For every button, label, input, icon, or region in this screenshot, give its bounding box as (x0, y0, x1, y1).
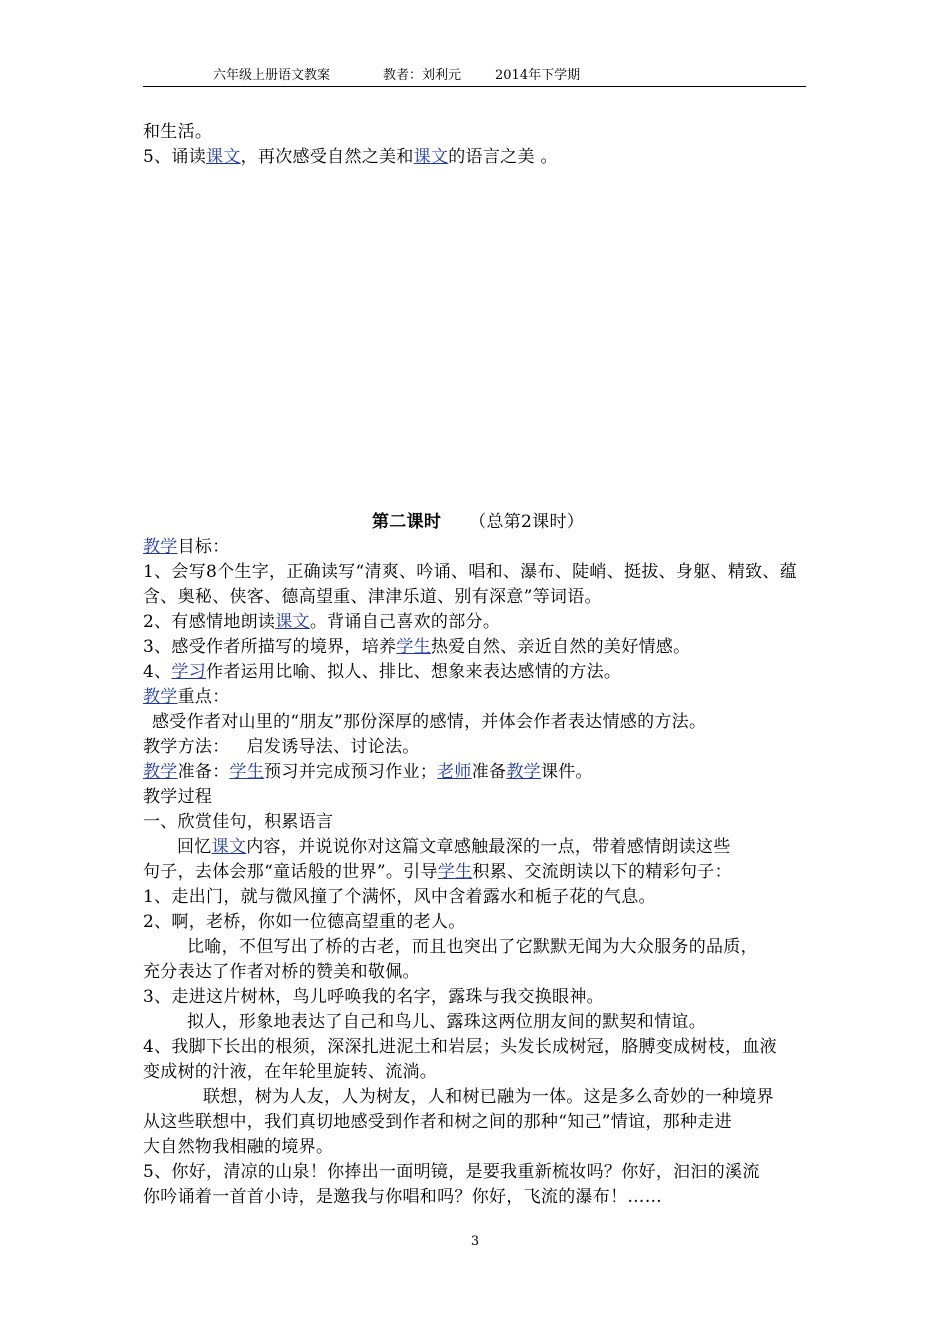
link-jiaoxue[interactable]: 教学 (506, 762, 541, 782)
text-line: 从这些联想中，我们真切地感受到作者和树之间的那种“知己”情谊，那种走进 (143, 1112, 732, 1132)
text-line: 教学过程 (143, 787, 213, 807)
key-heading: 教学重点： (143, 687, 230, 707)
page-header (143, 68, 806, 87)
text-line: 联想，树为人友，人为树友，人和树已融为一体。这是多么奇妙的一种境界 (203, 1087, 774, 1107)
link-jiaoxue[interactable]: 教学 (143, 687, 178, 707)
text-line: 拟人，形象地表达了自己和鸟儿、露珠这两位朋友间的默契和情谊。 (187, 1012, 706, 1032)
text-line: 充分表达了作者对桥的赞美和敬佩。 (143, 962, 420, 982)
text-line: 感受作者对山里的“朋友”那份深厚的感情，并体会作者表达情感的方法。 (152, 712, 707, 732)
text-line: 比喻，不但写出了桥的古老，而且也突出了它默默无闻为大众服务的品质， (187, 937, 758, 957)
text-line: 2、有感情地朗读课文。背诵自己喜欢的部分。 (143, 612, 501, 632)
link-kewen[interactable]: 课文 (275, 612, 310, 632)
blank-space (143, 170, 813, 510)
document-body (143, 120, 813, 1210)
goals-heading: 教学目标： (143, 537, 230, 557)
link-kewen[interactable]: 课文 (413, 147, 449, 167)
text-line: 4、我脚下长出的根须，深深扎进泥土和岩层；头发长成树冠，胳膊变成树枝，血液 (143, 1037, 777, 1057)
text-line: 5、诵读课文，再次感受自然之美和课文的语言之美 。 (143, 147, 558, 167)
text-line: 和生活。 (143, 122, 213, 142)
text-line: 你吟诵着一首首小诗，是邀我与你唱和吗？你好，飞流的瀑布！…… (143, 1187, 662, 1207)
section-title (143, 510, 813, 535)
link-jiaoxue[interactable]: 教学 (143, 537, 178, 557)
text-line: 4、学习作者运用比喻、拟人、排比、想象来表达感情的方法。 (143, 662, 622, 682)
link-laoshi[interactable]: 老师 (437, 762, 472, 782)
text-line: 变成树的汁液，在年轮里旋转、流淌。 (143, 1062, 438, 1082)
text-line: 1、走出门，就与微风撞了个满怀，风中含着露水和栀子花的气息。 (143, 887, 656, 907)
text-line: 句子，去体会那“童话般的世界”。引导学生积累、交流朗读以下的精彩句子： (143, 862, 732, 882)
section-title-sub: （总第2课时） (469, 512, 585, 532)
link-kewen[interactable]: 课文 (206, 147, 241, 167)
page-number: 3 (470, 1234, 480, 1249)
text-line: 含、奥秘、侠客、德高望重、津津乐道、别有深意”等词语。 (143, 587, 602, 607)
header-course: 六年级上册语文教案 (213, 68, 331, 83)
link-jiaoxue[interactable]: 教学 (143, 762, 178, 782)
link-xuesheng[interactable]: 学生 (229, 762, 265, 782)
text-line: 1、会写8个生字，正确读写“清爽、吟诵、唱和、瀑布、陡峭、挺拔、身躯、精致、蕴 (143, 562, 798, 582)
text-line: 3、感受作者所描写的境界，培养学生热爱自然、亲近自然的美好情感。 (143, 637, 691, 657)
text-line: 3、走进这片树林，鸟儿呼唤我的名字，露珠与我交换眼神。 (143, 987, 604, 1007)
text-line: 大自然物我相融的境界。 (143, 1137, 334, 1157)
header-term: 2014年下学期 (495, 68, 581, 83)
text-line: 一、欣赏佳句，积累语言 (143, 812, 334, 832)
link-xuexi[interactable]: 学习 (171, 662, 207, 682)
text-line: 教学方法： 启发诱导法、讨论法。 (143, 737, 420, 757)
link-xuesheng[interactable]: 学生 (437, 862, 473, 882)
link-kewen[interactable]: 课文 (211, 837, 247, 857)
text-line: 2、啊，老桥，你如一位德高望重的老人。 (143, 912, 466, 932)
text-line: 教学准备：学生预习并完成预习作业；老师准备教学课件。 (143, 762, 593, 782)
section-title-main: 第二课时 (371, 512, 442, 532)
text-line: 5、你好，清凉的山泉！你捧出一面明镜，是要我重新梳妆吗？你好，汩汩的溪流 (143, 1162, 760, 1182)
text-line: 回忆课文内容，并说说你对这篇文章感触最深的一点，带着感情朗读这些 (177, 837, 731, 857)
header-teacher: 教者：刘利元 (383, 68, 462, 83)
link-xuesheng[interactable]: 学生 (396, 637, 431, 657)
